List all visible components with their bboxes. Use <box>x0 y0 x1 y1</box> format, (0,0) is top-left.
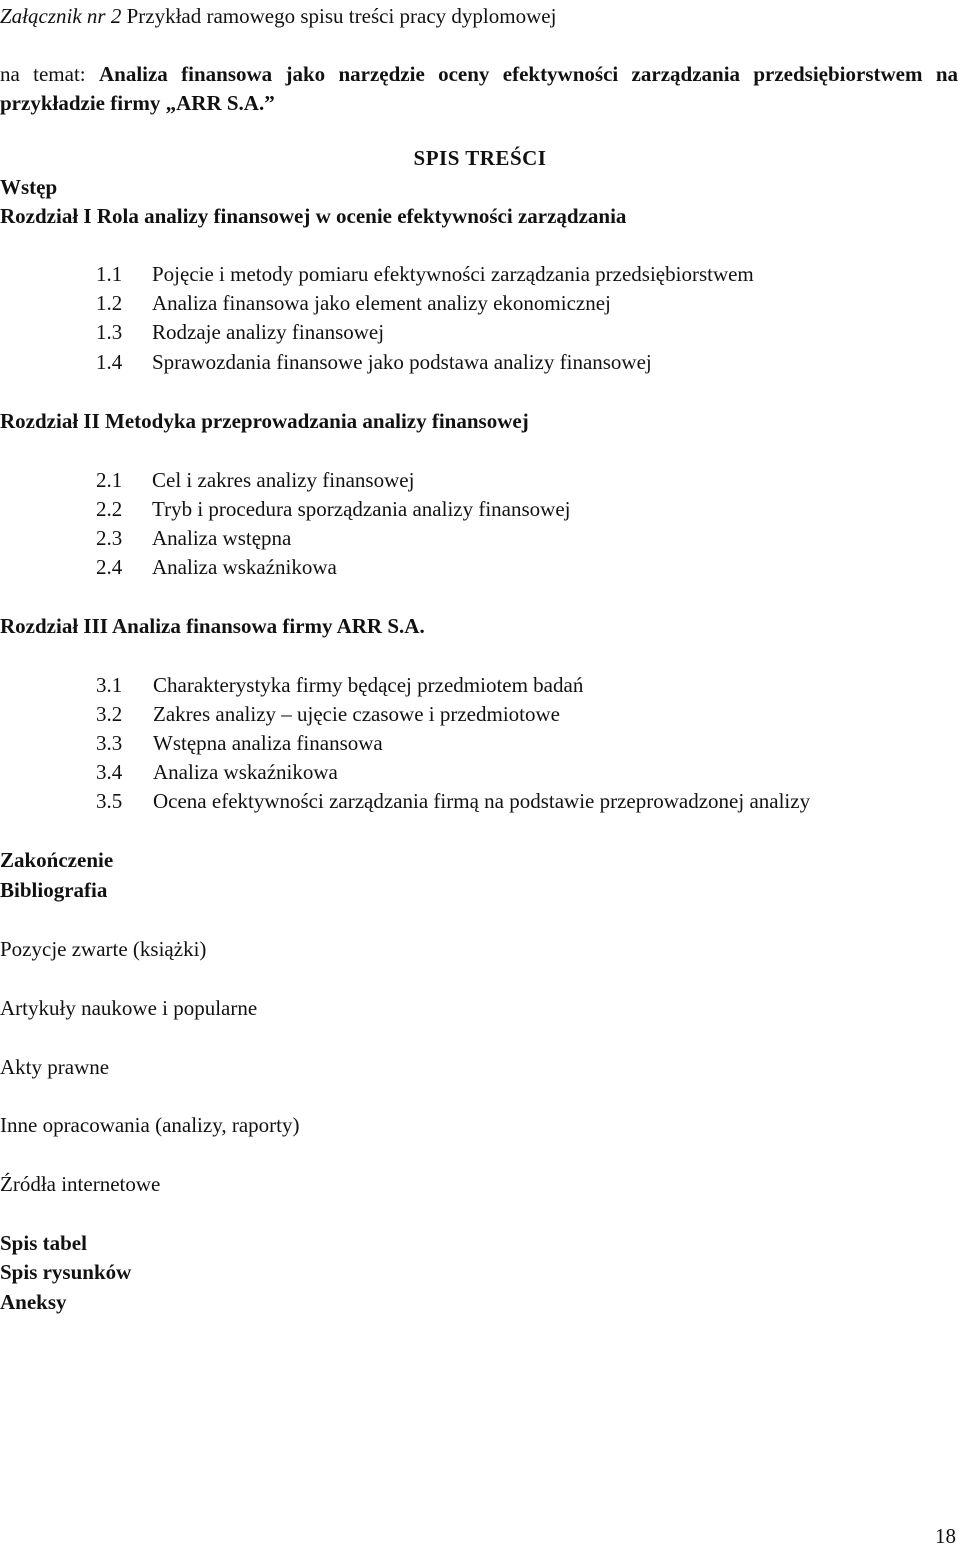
toc-item-text: Zakres analizy – ujęcie czasowe i przedmiotowe <box>153 702 560 726</box>
page-number: 18 <box>935 1524 956 1548</box>
toc-item-number: 3.5 <box>96 789 123 813</box>
toc-tables: Spis tabel <box>0 1231 87 1255</box>
toc-item-text: Analiza wskaźnikowa <box>152 555 337 579</box>
toc-appendix: Aneksy <box>0 1290 67 1314</box>
toc-item-number: 2.3 <box>96 526 123 550</box>
toc-item-text: Charakterystyka firmy będącej przedmiotem badań <box>153 673 584 697</box>
bibliography-item: Artykuły naukowe i popularne <box>0 996 258 1020</box>
toc-item <box>96 553 337 582</box>
toc-item-text: Wstępna analiza finansowa <box>153 731 383 755</box>
toc-item <box>96 787 810 816</box>
toc-item <box>96 260 754 289</box>
toc-item <box>96 671 583 700</box>
toc-item <box>96 318 384 347</box>
toc-item-number: 1.1 <box>96 262 123 286</box>
attachment-header <box>0 2 556 31</box>
toc-item-text: Ocena efektywności zarządzania firmą na podstawie przeprowadzonej analizy <box>153 789 811 813</box>
toc-item <box>96 700 560 729</box>
topic-title: Analiza finansowa jako narzędzie oceny efektywności zarządzania przedsiębiorstwem na przykładzie firmy „ARR S.A.” <box>0 62 958 115</box>
bibliography-item: Inne opracowania (analizy, raporty) <box>0 1113 300 1137</box>
bibliography-item: Pozycje zwarte (książki) <box>0 937 207 961</box>
toc-bibliography: Bibliografia <box>0 878 108 902</box>
chapter-1-title: Rozdział I Rola analizy finansowej w ocenie efektywności zarządzania <box>0 204 627 228</box>
toc-item-text: Cel i zakres analizy finansowej <box>152 468 415 492</box>
toc-item-number: 3.2 <box>96 702 123 726</box>
toc-item-number: 3.1 <box>96 673 123 697</box>
toc-item-number: 3.3 <box>96 731 123 755</box>
toc-intro: Wstęp <box>0 175 58 199</box>
toc-item-number: 3.4 <box>96 760 123 784</box>
toc-heading: SPIS TREŚCI <box>413 146 547 170</box>
attachment-label: Załącznik nr 2 <box>0 4 122 28</box>
bibliography-item: Źródła internetowe <box>0 1172 161 1196</box>
toc-item-text: Pojęcie i metody pomiaru efektywności zarządzania przedsiębiorstwem <box>152 262 754 286</box>
toc-item-number: 1.2 <box>96 291 123 315</box>
toc-item <box>96 758 338 787</box>
toc-figures: Spis rysunków <box>0 1260 132 1284</box>
toc-item-number: 2.2 <box>96 497 123 521</box>
chapter-3-title: Rozdział III Analiza finansowa firmy ARR S.A. <box>0 614 425 638</box>
toc-item <box>96 495 571 524</box>
toc-item-number: 2.1 <box>96 468 123 492</box>
attachment-description: Przykład ramowego spisu treści pracy dyplomowej <box>121 4 557 28</box>
toc-item-text: Sprawozdania finansowe jako podstawa analizy finansowej <box>152 350 652 374</box>
toc-item-number: 1.3 <box>96 320 123 344</box>
chapter-2-title: Rozdział II Metodyka przeprowadzania analizy finansowej <box>0 409 529 433</box>
toc-item-number: 2.4 <box>96 555 123 579</box>
toc-item-text: Analiza wskaźnikowa <box>153 760 338 784</box>
thesis-topic <box>0 60 958 118</box>
toc-conclusion: Zakończenie <box>0 848 114 872</box>
toc-item <box>96 466 414 495</box>
toc-item <box>96 729 383 758</box>
toc-item-text: Analiza finansowa jako element analizy ekonomicznej <box>152 291 611 315</box>
toc-item <box>96 524 291 553</box>
topic-prefix: na temat: <box>0 62 99 86</box>
toc-item-number: 1.4 <box>96 350 123 374</box>
toc-item-text: Rodzaje analizy finansowej <box>152 320 385 344</box>
toc-item <box>96 289 611 318</box>
toc-item-text: Analiza wstępna <box>152 526 292 550</box>
bibliography-item: Akty prawne <box>0 1055 110 1079</box>
toc-item-text: Tryb i procedura sporządzania analizy finansowej <box>152 497 571 521</box>
toc-item <box>96 348 652 377</box>
